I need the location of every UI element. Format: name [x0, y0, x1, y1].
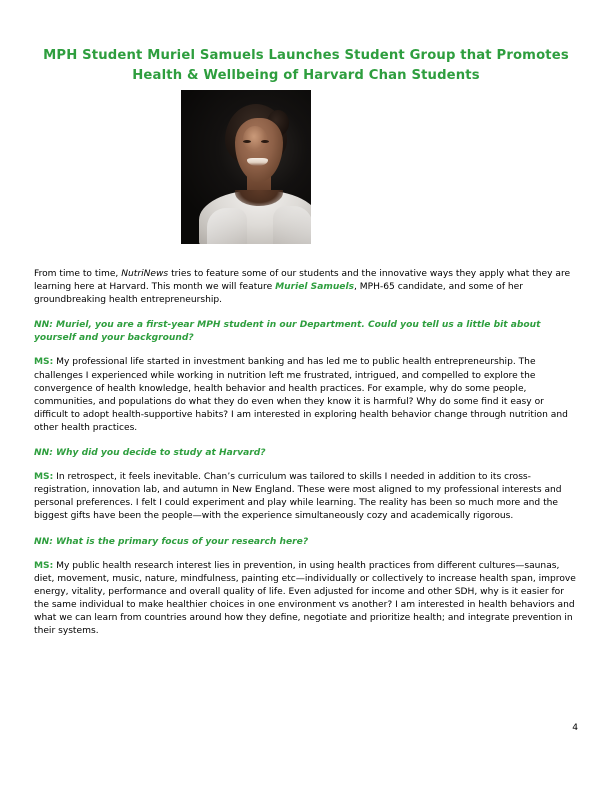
answer-text-2: In retrospect, it feels inevitable. Chan’s curriculum was tailored to skills I needed in addition to its cross-registration, innovation lab, and autumn in New England. These were most aligned to my professional interests and personal preferences. I felt I could experiment and play while learning. The reality has been so much more and the biggest gifts have been the people—with the experience simultaneously cozy and academically rigorous. — [34, 472, 562, 522]
portrait-photo — [181, 90, 311, 244]
article-body — [34, 268, 579, 638]
spacer — [34, 549, 579, 560]
interview-answer-1 — [34, 356, 579, 435]
page-title-line-1: MPH Student Muriel Samuels Launches Student Group that Promotes — [43, 48, 569, 63]
spacer — [34, 460, 579, 471]
photo-top-fold-right — [273, 206, 311, 244]
featured-student-name: Muriel Samuels — [275, 282, 354, 293]
interview-answer-3 — [34, 560, 579, 639]
portrait-photo-image — [181, 90, 311, 244]
page-title-line-2: Health & Wellbeing of Harvard Chan Students — [132, 68, 480, 83]
spacer — [34, 524, 579, 536]
page-number: 4 — [572, 723, 578, 733]
page-title — [34, 46, 578, 86]
publication-name: NutriNews — [121, 269, 169, 279]
speaker-label-ms-2: MS: — [34, 472, 54, 483]
photo-top-fold-left — [207, 208, 247, 244]
spacer — [34, 307, 579, 319]
intro-text-part-2: tries to feature some of our students and the innovative ways they apply what they are learning here at Harvard. This month we will feature — [34, 269, 571, 293]
speaker-label-ms-1: MS: — [34, 357, 54, 368]
interview-answer-2 — [34, 471, 579, 523]
interview-question-1: NN: Muriel, you are a first-year MPH student in our Department. Could you tell us a little bit about yourself and your background? — [34, 320, 541, 344]
spacer — [34, 345, 579, 356]
speaker-label-ms-3: MS: — [34, 560, 54, 571]
intro-text-part-1: From time to time, — [34, 269, 122, 279]
answer-text-1: My professional life started in investment banking and has led me to public health entrepreneurship. The challenges I experienced while working in nutrition left me frustrated, intrigued, and compelled to explore the convergence of health knowledge, health behavior and health practices. For example, why do some people, communities, and populations do what they do even when they know it is harmful? Why do some find it easy or difficult to adopt health-supportive habits? I am interested in exploring health behavior change through nutrition and other health practices. — [34, 357, 568, 433]
photo-eye-left — [243, 140, 251, 143]
spacer — [34, 435, 579, 447]
answer-text-3: My public health research interest lies in prevention, in using health practices from different cultures—saunas, diet, movement, music, nature, mindfulness, painting etc—individually or collectively to increase health span, improve energy, vitality, performance and overall quality of life. Even adjusted for income and other SDH, why is it easier for the same individual to make healthier choices in one environment vs another? I am interested in health behaviors and what we can learn from countries around how they define, negotiate and prioritize health; and integrate prevention in their systems. — [34, 560, 576, 637]
photo-face-highlight — [243, 126, 267, 152]
intro-paragraph — [34, 268, 579, 307]
interview-question-2: NN: Why did you decide to study at Harvard? — [34, 448, 266, 459]
interview-question-3: NN: What is the primary focus of your research here? — [34, 536, 309, 547]
photo-eye-right — [261, 140, 269, 143]
intro-text-part-3: , MPH-65 candidate, and some of her groundbreaking health entrepreneurship. — [34, 282, 524, 306]
